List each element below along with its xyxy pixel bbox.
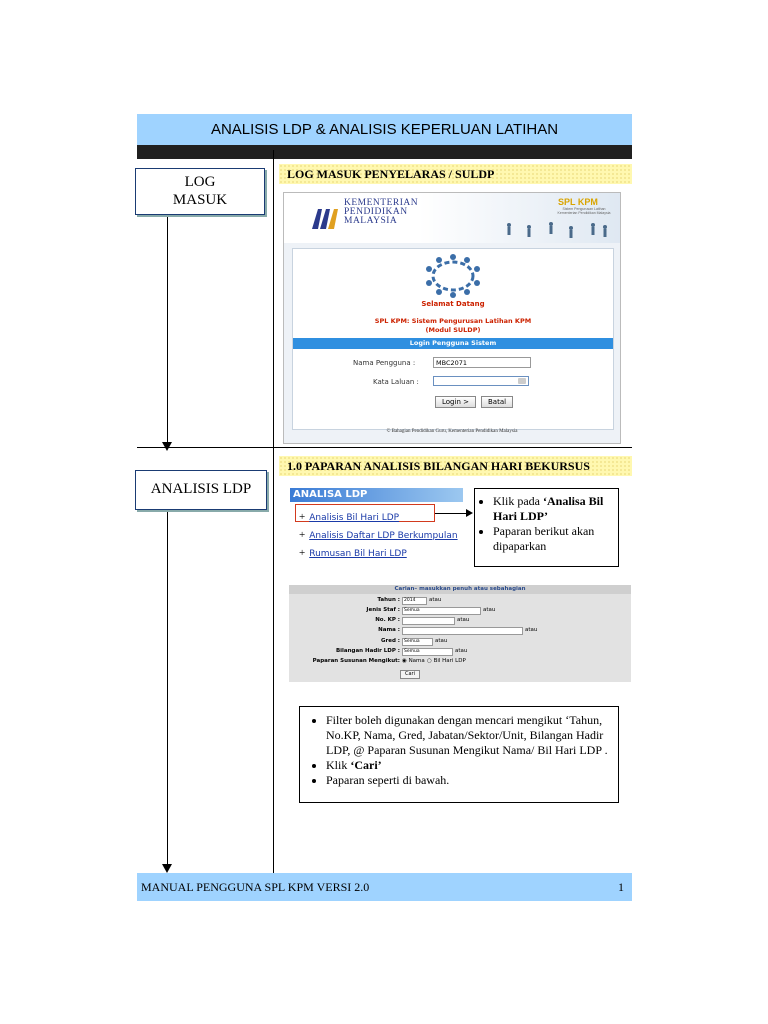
- section-login-heading: [279, 164, 632, 184]
- step-analisis-label: ANALISIS LDP: [150, 481, 252, 497]
- section-analisis-heading-text: 1.0 PAPARAN ANALISIS BILANGAN HARI BEKURSUS: [287, 458, 590, 473]
- spl-kpm-app-sub: Sistem Pengurusan Latihan Kementerian Pendidikan Malaysia: [557, 207, 611, 215]
- note2-item1: • Filter boleh digunakan dengan mencari mengikut ‘Tahun, No.KP, Nama, Gred, Jabatan/Sektor/Unit, Bilangan Hadir LDP, @ Paparan Susunan Mengikut Nama/ Bil Hari LDP .: [326, 713, 610, 758]
- row-gred: Gred : Semua atau: [380, 638, 448, 644]
- title-underbar: [137, 145, 632, 159]
- flow-line-2: [167, 509, 168, 865]
- step-log-masuk: [135, 168, 265, 215]
- analisa-ldp-panel: [290, 488, 463, 568]
- link-row-2[interactable]: [299, 525, 458, 543]
- radio-nama[interactable]: ◉ Nama: [402, 658, 425, 664]
- copyright-text: © Bahagian Pendidikan Guru, Kementerian Pendidikan Malaysia: [386, 429, 518, 434]
- username-input[interactable]: [433, 357, 531, 368]
- page-number: 1: [618, 879, 624, 894]
- note-box-2: [299, 706, 619, 803]
- link-analisis-bil-hari[interactable]: Analisis Bil Hari LDP: [309, 513, 400, 523]
- cari-button[interactable]: Cari: [400, 670, 420, 679]
- bilangan-hadir-select[interactable]: Semua: [402, 648, 453, 656]
- note-box-1: [474, 488, 619, 567]
- system-title: SPL KPM: Sistem Pengurusan Latihan KPM: [374, 317, 532, 325]
- username-label: Nama Pengguna :: [353, 359, 416, 367]
- flow-line-1: [167, 216, 168, 444]
- section-divider: [137, 447, 632, 448]
- kpm-org-name: KEMENTERIAN PENDIDIKAN MALAYSIA: [344, 198, 419, 226]
- analisa-ldp-title: ANALISA LDP: [290, 488, 463, 502]
- password-input[interactable]: [433, 376, 529, 386]
- plus-icon: +: [299, 511, 306, 523]
- link-row-3[interactable]: [299, 543, 407, 561]
- row-bilangan-hadir: Bilangan Hadir LDP : Semua atau: [335, 648, 468, 654]
- gred-select[interactable]: Semua: [402, 638, 433, 646]
- row-susunan: Paparan Susunan Mengikut: ◉ Nama ○ Bil Hari LDP: [312, 658, 466, 664]
- search-form-header: Carian– masukkan penuh atau sebahagian: [289, 585, 631, 594]
- spl-kpm-app-name: SPL KPM: [558, 197, 598, 207]
- tahun-select[interactable]: 2014: [402, 597, 427, 605]
- people-circle-icon: [421, 253, 485, 299]
- plus-icon: +: [299, 547, 306, 559]
- login-header-text: Login Pengguna Sistem: [409, 339, 497, 347]
- row-tahun: Tahun : 2014 atau: [377, 597, 442, 603]
- pointer-line: [435, 513, 467, 514]
- login-header-bar: [293, 338, 613, 349]
- step-log-line1: LOG: [184, 174, 216, 190]
- column-divider: [273, 150, 274, 873]
- section-analisis-heading: [279, 456, 632, 476]
- section-login-heading-text: LOG MASUK PENYELARAS / SULDP: [287, 166, 495, 181]
- nama-input[interactable]: [402, 627, 523, 635]
- radio-bil-hari[interactable]: ○ Bil Hari LDP: [427, 658, 466, 664]
- pointer-arrow-icon: [466, 509, 473, 517]
- kpm-banner: [284, 193, 620, 243]
- row-no-kp: No. KP : atau: [375, 617, 470, 623]
- jenis-staf-select[interactable]: Semua: [402, 607, 481, 615]
- link-row-1[interactable]: [299, 507, 399, 525]
- footer-text: MANUAL PENGGUNA SPL KPM VERSI 2.0: [141, 879, 370, 894]
- note2-item2: • Klik ‘Cari’: [326, 758, 610, 773]
- module-name: (Modul SULDP): [425, 326, 481, 334]
- flow-arrow-2: [162, 864, 172, 873]
- cancel-button[interactable]: Batal: [481, 396, 513, 408]
- search-form: [289, 585, 631, 682]
- note1-item2: • Paparan berikut akan dipaparkan: [493, 524, 614, 554]
- login-button[interactable]: Login >: [435, 396, 476, 408]
- step-analisis-ldp: [135, 470, 267, 510]
- welcome-text: Selamat Datang: [421, 300, 485, 308]
- row-jenis-staf: Jenis Staf : Semua atau: [366, 607, 496, 613]
- link-rumusan-bil-hari[interactable]: Rumusan Bil Hari LDP: [309, 549, 407, 559]
- link-analisis-daftar[interactable]: Analisis Daftar LDP Berkumpulan: [309, 531, 458, 541]
- login-panel: [292, 248, 614, 430]
- people-silhouettes-icon: [499, 215, 614, 241]
- document-title: ANALISIS LDP & ANALISIS KEPERLUAN LATIHAN: [210, 121, 559, 138]
- step-log-line2: MASUK: [172, 192, 228, 208]
- note1-item1: • Klik pada ‘Analisa Bil Hari LDP’: [493, 494, 614, 524]
- key-icon: [518, 378, 526, 384]
- footer-bar: [137, 873, 632, 901]
- password-label: Kata Laluan :: [373, 378, 419, 386]
- note2-item3: • Paparan seperti di bawah.: [326, 773, 610, 788]
- document-title-bar: [137, 114, 632, 145]
- plus-icon: +: [299, 529, 306, 541]
- no-kp-input[interactable]: [402, 617, 455, 625]
- kpm-logo-icon: [310, 205, 340, 231]
- row-nama: Nama : atau: [378, 627, 538, 633]
- login-screenshot: [283, 192, 621, 444]
